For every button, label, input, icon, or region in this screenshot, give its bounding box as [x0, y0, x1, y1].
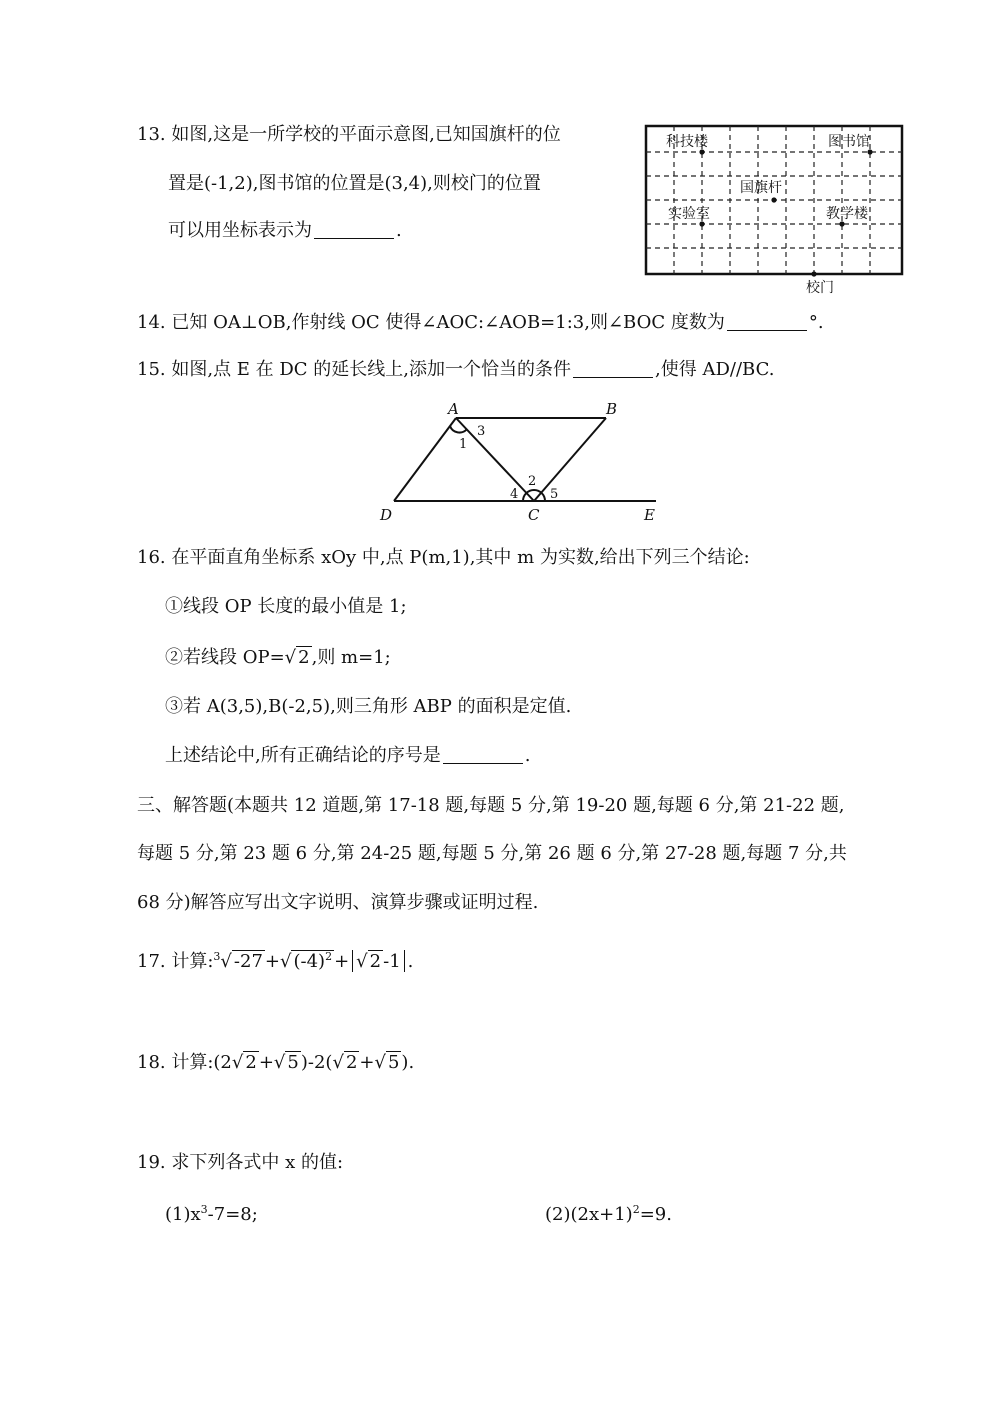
flagpole-point [771, 197, 776, 202]
section3-line3: 68 分)解答应写出文字说明、演算步骤或证明过程. [137, 892, 539, 913]
q17-abs-tail: -1 [383, 951, 401, 972]
abs-bar-right [404, 950, 405, 972]
q18-mid: )-2( [300, 1052, 333, 1073]
q18-label: 18. 计算:(2 [137, 1052, 232, 1073]
q18-p2: + [359, 1052, 375, 1073]
q19-title: 19. 求下列各式中 x 的值: [137, 1152, 344, 1173]
q18-p1: + [258, 1052, 274, 1073]
q15-text-b: ,使得 AD//BC. [655, 359, 775, 380]
angle-4-label: 4 [510, 487, 519, 502]
school-gate-label: 校门 [806, 280, 834, 296]
q19-p1-exp: 3 [200, 1203, 208, 1216]
section3-line1: 三、解答题(本题共 12 道题,第 17-18 题,每题 5 分,第 19-20 题,每题 6 分,第 21-22 题, [137, 795, 845, 816]
segment-BC [534, 418, 606, 501]
sqrt-sign: √ [280, 951, 292, 972]
q19-p2-exp: 2 [632, 1203, 640, 1216]
q14-answer-blank[interactable] [727, 312, 807, 331]
section3-line2: 每题 5 分,第 23 题 6 分,第 24-25 题,每题 5 分,第 26 题 6 分,第 27-28 题,每题 7 分,共 [137, 843, 847, 864]
point-E-label: E [644, 506, 655, 524]
q19-p2-a: (2)(2x+1) [545, 1204, 633, 1225]
q18-line [137, 1050, 414, 1076]
q17-cube-index: 3 [213, 950, 221, 963]
sqrt-sign: √ [284, 647, 297, 668]
q19-part2 [545, 1197, 672, 1228]
q17-plus2: + [334, 951, 350, 972]
q17-cube-radicand: -27 [233, 951, 263, 972]
q13-answer-blank[interactable] [314, 220, 394, 239]
q16-conclusion-3: ③若 A(3,5),B(-2,5),则三角形 ABP 的面积是定值. [165, 696, 572, 717]
point-D-label: D [380, 506, 393, 524]
sqrt-sign: √ [374, 1052, 386, 1073]
library-point [867, 149, 872, 154]
point-B-label: B [606, 400, 618, 418]
q13-line1: 13. 如图,这是一所学校的平面示意图,已知国旗杆的位 [137, 124, 561, 145]
q17-end: . [407, 951, 414, 972]
q16-c2-b: ,则 m=1; [311, 647, 391, 668]
q14-text: 14. 已知 OA⊥OB,作射线 OC 使得∠AOC:∠AOB=1:3,则∠BOC 度数为 [137, 312, 725, 333]
q13-line3-text: 可以用坐标表示为 [168, 220, 312, 241]
q19-p1-b: -7=8; [207, 1204, 258, 1225]
q16-answer-blank[interactable] [443, 745, 523, 764]
teaching-building-point [839, 221, 844, 226]
q17-plus1: + [264, 951, 280, 972]
q17-sq-radicand [291, 950, 334, 972]
q16-c2-radicand: 2 [298, 647, 310, 668]
q18-r4: 5 [387, 1052, 400, 1073]
science-building-label: 科技楼 [666, 134, 708, 150]
q15-text-a: 15. 如图,点 E 在 DC 的延长线上,添加一个恰当的条件 [137, 359, 572, 380]
parallel-figure [370, 400, 670, 530]
flagpole-label: 国旗杆 [740, 180, 782, 196]
sqrt-sign: √ [231, 1052, 244, 1073]
q16-conclusion-2 [165, 645, 391, 671]
school-gate-point [811, 271, 816, 276]
sqrt-sign: √ [332, 1052, 344, 1073]
sqrt-sign: √ [356, 951, 368, 972]
lab-label: 实验室 [668, 206, 710, 222]
q17-label: 17. 计算: [137, 951, 214, 972]
abs-bar-left [352, 950, 353, 972]
point-C-label: C [528, 506, 540, 524]
q18-r3: 2 [345, 1052, 358, 1073]
q19-part1 [165, 1197, 258, 1228]
q16-ask [165, 743, 530, 769]
science-building-point [699, 149, 704, 154]
cube-root-sign: √ [220, 951, 232, 972]
angle-2-label: 2 [528, 474, 537, 489]
school-map-figure [640, 120, 910, 300]
q15-answer-blank[interactable] [573, 359, 653, 378]
q17-sq-exp: 2 [325, 950, 333, 963]
teaching-building-label: 教学楼 [826, 206, 868, 222]
q18-r2: 5 [287, 1052, 299, 1073]
q15-line [137, 357, 774, 383]
q13-line2: 置是(-1,2),图书馆的位置是(3,4),则校门的位置 [168, 173, 541, 194]
q16-conclusion-1: ①线段 OP 长度的最小值是 1; [165, 596, 407, 617]
point-A-label: A [448, 400, 459, 418]
angle-1-label: 1 [459, 437, 468, 452]
angle-3-label: 3 [477, 424, 486, 439]
q17-line [137, 944, 413, 975]
q16-ask-end: . [524, 745, 531, 766]
q16-intro: 16. 在平面直角坐标系 xOy 中,点 P(m,1),其中 m 为实数,给出下列三个结论: [137, 547, 750, 568]
q18-end: ). [401, 1052, 415, 1073]
q13-line3 [168, 218, 402, 244]
q17-abs-radicand: 2 [369, 951, 382, 972]
angle-5-label: 5 [550, 487, 559, 502]
q19-p1-a: (1)x [165, 1204, 201, 1225]
q16-c2-a: ②若线段 OP= [165, 647, 285, 668]
q13-line3-end: . [396, 220, 402, 241]
lab-point [699, 221, 704, 226]
q14-end: °. [808, 312, 824, 333]
segment-AC [456, 418, 537, 501]
q18-r1: 2 [245, 1052, 257, 1073]
library-label: 图书馆 [828, 134, 870, 150]
q14-line [137, 310, 824, 336]
q19-p2-b: =9. [639, 1204, 672, 1225]
q16-ask-text: 上述结论中,所有正确结论的序号是 [165, 745, 441, 766]
segment-AD [394, 418, 456, 501]
sqrt-sign: √ [273, 1052, 286, 1073]
q17-sq-base: (-4) [293, 951, 326, 972]
